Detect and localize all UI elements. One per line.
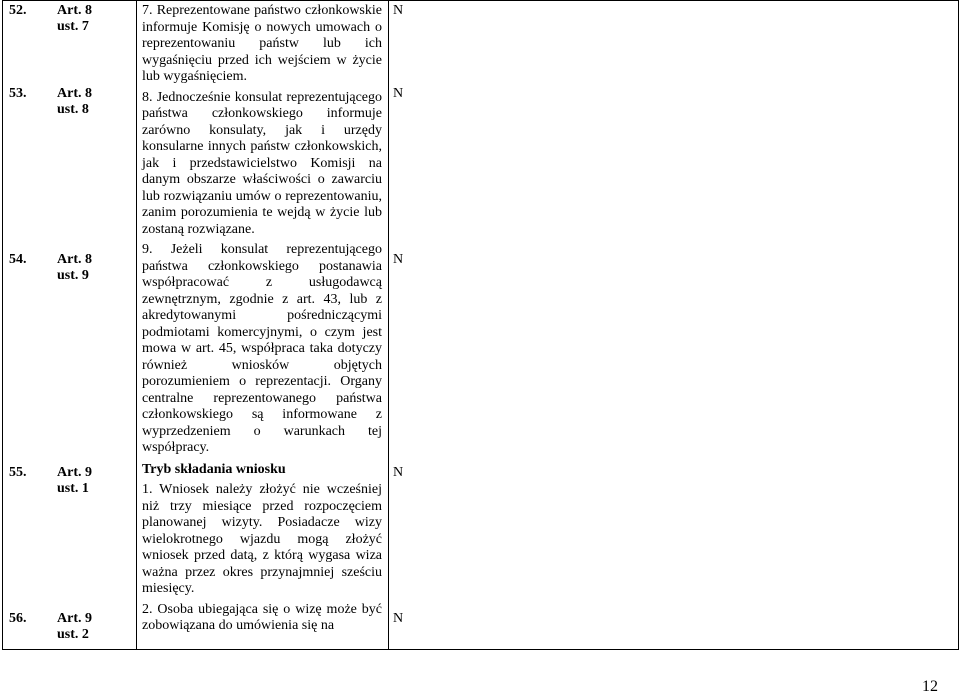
paragraph-2: 2. Osoba ubiegająca się o wizę może być zobowiązana do umówienia się na (142, 601, 382, 633)
row-number: 55. (9, 465, 27, 480)
row-number: 56. (9, 611, 27, 626)
paragraph-1: 1. Wniosek należy złożyć nie wcześniej niż trzy miesiące przed rozpoczęciem planowanej wizyty. Posiadacze wizy wielokrotnego wjazdu mogą złożyć wniosek przed datą, z którą wygasa wiza ważna przez okres przynajmniej sześciu miesięcy. (142, 482, 382, 596)
text-column (137, 1, 389, 650)
marker: N (393, 611, 404, 626)
marker: N (393, 86, 404, 101)
page-number: 12 (922, 678, 938, 695)
paragraph-8: 8. Jednocześnie konsulat reprezentującego państwa członkowskiego informuje zarówno konsulaty, jak i urzędy konsularne innych państw członkowskich, jak i przedstawicielstwo Komisji na danym obszarze właściwości o zawarciu lub rozwiązaniu umów o reprezentowaniu, zanim porozumienia te wejdą w życie lub zostaną rozwiązane. (142, 89, 382, 237)
article-ref: Art. 9 ust. 1 (57, 465, 92, 496)
marker: N (393, 465, 404, 480)
reference-column (3, 1, 137, 650)
article-ref: Art. 8 ust. 9 (57, 252, 92, 283)
paragraph-7: 7. Reprezentowane państwo członkowskie informuje Komisję o nowych umowach o reprezentowaniu państw lub ich wygaśnięciu przed ich wejściem w życie lub wygaśnięciem. (142, 3, 382, 84)
paragraph-9: 9. Jeżeli konsulat reprezentującego państwa członkowskiego postanawia współpracować z usługodawcą zewnętrznym, zgodnie z art. 43, lub z akredytowanymi pośredniczącymi podmiotami komercyjnymi, o czym jest mowa w art. 45, współpraca taka dotyczy również wniosków objętych porozumieniem o reprezentacji. Organy centralne reprezentowanego państwa członkowskiego są informowane z wyprzedzeniem o warunkach tej współpracy. (142, 242, 382, 455)
marker: N (393, 3, 404, 18)
row-number: 53. (9, 86, 27, 101)
marker: N (393, 252, 404, 267)
marker-column (389, 1, 959, 650)
provisions-table (2, 0, 959, 650)
article-ref: Art. 8 ust. 8 (57, 86, 92, 117)
section-heading: Tryb składania wniosku (142, 461, 286, 477)
article-ref: Art. 9 ust. 2 (57, 611, 92, 642)
article-ref: Art. 8 ust. 7 (57, 3, 92, 34)
row-number: 52. (9, 3, 27, 18)
row-number: 54. (9, 252, 27, 267)
